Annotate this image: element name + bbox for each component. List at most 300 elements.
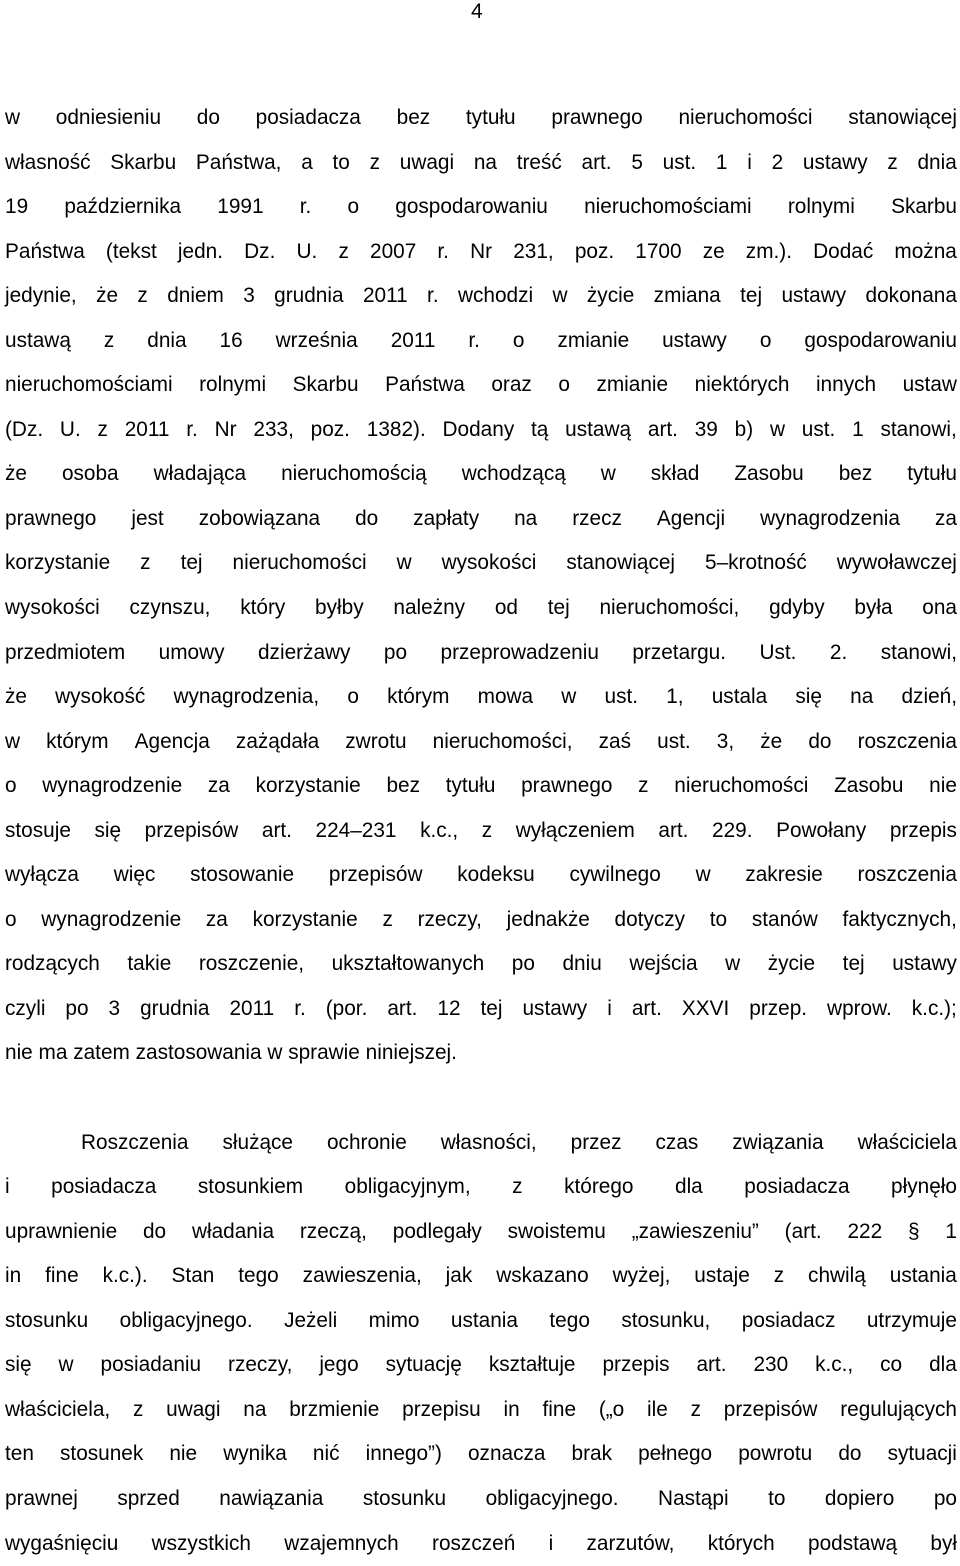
word: w — [5, 720, 20, 765]
word: r. — [427, 274, 439, 319]
word: Zasobu — [734, 452, 803, 497]
word: jednakże — [507, 898, 590, 943]
word: w — [553, 274, 568, 319]
word: wynagrodzenia — [760, 497, 900, 542]
word: b) — [735, 408, 754, 453]
word: 2 — [772, 141, 784, 186]
word: wynika — [223, 1432, 287, 1477]
text-line — [5, 452, 957, 497]
word: na — [850, 675, 873, 720]
word: 5 — [631, 141, 643, 186]
word: czynszu, — [130, 586, 211, 631]
word: takie — [127, 942, 171, 987]
text-line — [5, 1254, 957, 1299]
word: jest — [131, 497, 163, 542]
word: brzmienie — [289, 1388, 379, 1433]
word: na — [474, 141, 497, 186]
word: gdyby — [769, 586, 825, 631]
text-line — [5, 1165, 957, 1210]
paragraph — [5, 1121, 957, 1566]
word: wchodzi — [458, 274, 533, 319]
word: brak — [572, 1432, 612, 1477]
word: był — [930, 1522, 957, 1566]
word: co — [880, 1343, 902, 1388]
word: zobowiązana — [199, 497, 320, 542]
word: XXVI — [682, 987, 729, 1032]
word: rolnymi — [788, 185, 855, 230]
word: wynagrodzenie — [42, 764, 182, 809]
word: wprow. — [827, 987, 892, 1032]
word: korzystanie — [253, 898, 358, 943]
word: ustawy — [892, 942, 957, 987]
paragraph — [5, 96, 957, 1076]
word: 229. — [712, 809, 752, 854]
word: Ust. — [759, 631, 796, 676]
word: r. — [300, 185, 312, 230]
word: o — [760, 319, 772, 364]
word: wskazano — [496, 1254, 588, 1299]
text-line — [5, 1522, 957, 1566]
word: in — [504, 1388, 520, 1433]
word: przep. — [749, 987, 807, 1032]
word: tej — [481, 987, 503, 1032]
word: Państwa, — [196, 141, 282, 186]
word: (Dz. — [5, 408, 43, 453]
word: Dodany — [443, 408, 515, 453]
text-line — [5, 96, 957, 141]
word: w — [397, 541, 412, 586]
word: życie — [768, 942, 815, 987]
word: rzeczy, — [228, 1343, 292, 1388]
word: art. — [262, 809, 292, 854]
word: ustala — [712, 675, 768, 720]
word: prawnego — [551, 96, 642, 141]
word: ze — [703, 230, 725, 275]
word: przez — [571, 1121, 622, 1166]
word: stanowiącej — [566, 541, 675, 586]
word: 230 — [753, 1343, 788, 1388]
word: zarzutów, — [587, 1522, 675, 1566]
word: wywoławczej — [837, 541, 957, 586]
word: zm.). — [746, 230, 792, 275]
word: Dodać — [813, 230, 873, 275]
word: art. — [648, 408, 678, 453]
word: 1382). — [367, 408, 426, 453]
word: więc — [114, 853, 156, 898]
word: dokonana — [866, 274, 957, 319]
word: powrotu — [738, 1432, 812, 1477]
word: bez — [839, 452, 873, 497]
word: umowy — [159, 631, 225, 676]
word: k.c., — [815, 1343, 853, 1388]
word: (tekst — [106, 230, 157, 275]
word: wszystkich — [152, 1522, 251, 1566]
text-line — [5, 1343, 957, 1388]
word: art. — [696, 1343, 726, 1388]
word: do — [808, 720, 831, 765]
word: przepisu — [402, 1388, 481, 1433]
word: do — [197, 96, 220, 141]
word: podlegały — [393, 1210, 482, 1255]
word: w — [696, 853, 711, 898]
word: obligacyjnym, — [345, 1165, 471, 1210]
word: z — [338, 230, 348, 275]
word: września — [276, 319, 358, 364]
word: korzystanie — [256, 764, 361, 809]
word: z — [638, 764, 648, 809]
word: 1, — [666, 675, 683, 720]
word: r. — [437, 230, 449, 275]
word: roszczenia — [858, 853, 957, 898]
word: tytułu — [907, 452, 957, 497]
word: dla — [929, 1343, 957, 1388]
word: 224–231 — [316, 809, 397, 854]
word: wysokość — [55, 675, 145, 720]
word: roszczenia — [858, 720, 957, 765]
word: ustania — [890, 1254, 957, 1299]
word: czyli — [5, 987, 45, 1032]
word: Roszczenia — [5, 1121, 189, 1166]
word: którym — [46, 720, 108, 765]
word: 39 — [695, 408, 718, 453]
word: ochronie — [327, 1121, 407, 1166]
word: Nr — [470, 230, 492, 275]
word: roszczeń — [432, 1522, 515, 1566]
word: stosuje — [5, 809, 71, 854]
word: sytuację — [386, 1343, 462, 1388]
word: Agencji — [657, 497, 725, 542]
word: Skarbu — [110, 141, 176, 186]
word: Jeżeli — [284, 1299, 337, 1344]
word: ustawy — [522, 987, 587, 1032]
word: wyżej, — [613, 1254, 671, 1299]
word: z — [98, 408, 108, 453]
word: nieruchomości — [678, 96, 812, 141]
word: że — [5, 675, 27, 720]
word: ustania — [451, 1299, 518, 1344]
word: tej — [843, 942, 865, 987]
word: Państwa — [5, 230, 85, 275]
word: po — [934, 1477, 957, 1522]
word: regulujących — [840, 1388, 957, 1433]
word: o — [513, 319, 525, 364]
text-line — [5, 497, 957, 542]
word: k.c., — [420, 809, 458, 854]
word: stosunek — [60, 1432, 143, 1477]
word: rolnymi — [199, 363, 266, 408]
word: tytułu — [446, 764, 496, 809]
word: niektórych — [695, 363, 790, 408]
text-line — [5, 942, 957, 987]
text-line — [5, 363, 957, 408]
word: wzajemnych — [284, 1522, 398, 1566]
word: nić — [313, 1432, 340, 1477]
word: obligacyjnego. — [120, 1299, 253, 1344]
word: a — [301, 141, 313, 186]
word: 2011 — [391, 319, 436, 364]
word: ust. — [663, 141, 697, 186]
word: jedn. — [178, 230, 223, 275]
word: zapłaty — [413, 497, 479, 542]
word: osoba — [62, 452, 119, 497]
word: 222 — [847, 1210, 882, 1255]
text-line — [5, 809, 957, 854]
word: nieruchomości, — [433, 720, 573, 765]
word: w — [770, 408, 785, 453]
word: U. — [297, 230, 318, 275]
word: ten — [5, 1432, 34, 1477]
word: z — [140, 541, 150, 586]
text-line — [5, 141, 957, 186]
word: nieruchomościami — [5, 363, 173, 408]
word: Stan — [172, 1254, 215, 1299]
word: na — [243, 1388, 266, 1433]
word: 2011 — [125, 408, 170, 453]
word: oznacza — [468, 1432, 545, 1477]
word: Zasobu — [834, 764, 903, 809]
word: stosunku — [363, 1477, 446, 1522]
word: po — [512, 942, 535, 987]
word: sprzed — [117, 1477, 179, 1522]
text-line — [5, 720, 957, 765]
word: nieruchomością — [281, 452, 427, 497]
word: ustaw — [903, 363, 957, 408]
word: stanowiącej — [848, 96, 957, 141]
word: z — [482, 809, 492, 854]
word: z — [133, 1388, 143, 1433]
word: czas — [656, 1121, 699, 1166]
word: stosunku — [5, 1299, 88, 1344]
text-line — [5, 408, 957, 453]
word: o — [5, 898, 17, 943]
word: kodeksu — [457, 853, 534, 898]
word: po — [384, 631, 407, 676]
text-line — [5, 987, 957, 1032]
word: nie — [169, 1432, 197, 1477]
word: w — [725, 942, 740, 987]
word: mimo — [369, 1299, 420, 1344]
word: grudnia — [140, 987, 209, 1032]
word: art. — [658, 809, 688, 854]
word: należny — [393, 586, 465, 631]
word: obligacyjnego. — [486, 1477, 619, 1522]
word: nie — [929, 764, 957, 809]
word: r. — [186, 408, 198, 453]
text-line — [5, 319, 957, 364]
word: wyłączeniem — [516, 809, 635, 854]
word: dzierżawy — [258, 631, 350, 676]
word: ust. — [802, 408, 836, 453]
word: ustawy — [781, 274, 846, 319]
word: swoistemu — [508, 1210, 606, 1255]
word: przepisów — [145, 809, 239, 854]
word: „zawieszeniu” — [632, 1210, 759, 1255]
word: stosowanie — [190, 853, 294, 898]
word: i — [607, 987, 612, 1032]
word: się — [94, 809, 121, 854]
text-line — [5, 853, 957, 898]
word: wejścia — [629, 942, 697, 987]
word: z — [137, 274, 147, 319]
word: r. — [468, 319, 480, 364]
word: do — [838, 1432, 861, 1477]
word: których — [708, 1522, 775, 1566]
word: Agencja — [135, 720, 210, 765]
word: tego — [238, 1254, 278, 1299]
word: 2007 — [370, 230, 416, 275]
word: którym — [387, 675, 449, 720]
word: chwilą — [808, 1254, 866, 1299]
page-number: 4 — [471, 0, 483, 24]
word: władająca — [154, 452, 247, 497]
word: zaś — [599, 720, 631, 765]
word: ustawy — [662, 319, 727, 364]
word: 19 — [5, 185, 28, 230]
word: mowa — [478, 675, 533, 720]
word: nieruchomości — [233, 541, 367, 586]
word: o — [5, 764, 17, 809]
word: U. — [60, 408, 81, 453]
word: października — [64, 185, 181, 230]
word: że — [5, 452, 27, 497]
word: (por. — [326, 987, 368, 1032]
word: Skarbu — [293, 363, 359, 408]
word: o — [347, 675, 359, 720]
word: faktycznych, — [842, 898, 956, 943]
word: innych — [816, 363, 876, 408]
word: skład — [651, 452, 700, 497]
word: że — [760, 720, 782, 765]
word: tej — [740, 274, 762, 319]
word: własność — [5, 141, 91, 186]
word: ustawy — [803, 141, 868, 186]
word: fine — [45, 1254, 79, 1299]
word: przedmiotem — [5, 631, 125, 676]
word: od — [495, 586, 518, 631]
word: 3 — [109, 987, 121, 1032]
word: właściciela — [858, 1121, 957, 1166]
word: 1 — [716, 141, 728, 186]
word: z — [691, 1388, 701, 1433]
word: można — [894, 230, 956, 275]
word: z — [382, 898, 392, 943]
word: posiadacza — [744, 1165, 849, 1210]
word: oraz — [491, 363, 531, 408]
word: k.c.). — [103, 1254, 148, 1299]
word: art. — [632, 987, 662, 1032]
word: 16 — [220, 319, 243, 364]
word: jak — [446, 1254, 473, 1299]
word: sytuacji — [888, 1432, 957, 1477]
word: była — [854, 586, 892, 631]
word: 3, — [717, 720, 734, 765]
word: ustawą — [5, 319, 71, 364]
word: się — [795, 675, 822, 720]
word: właściciela, — [5, 1388, 110, 1433]
word: z — [370, 141, 380, 186]
word: posiadaniu — [101, 1343, 202, 1388]
word: którego — [564, 1165, 633, 1210]
word: jedynie, — [5, 274, 77, 319]
word: za — [935, 497, 957, 542]
word: zmianie — [596, 363, 668, 408]
word: ust. — [605, 675, 639, 720]
word: byłby — [315, 586, 364, 631]
text-line — [5, 898, 957, 943]
word: 12 — [437, 987, 460, 1032]
word: zwrotu — [345, 720, 406, 765]
word: i — [5, 1165, 10, 1210]
word: 231, — [513, 230, 553, 275]
word: wysokości — [442, 541, 537, 586]
word: rodzących — [5, 942, 100, 987]
word: przepisów — [329, 853, 423, 898]
word: przeprowadzeniu — [441, 631, 599, 676]
word: do — [143, 1210, 166, 1255]
word: związania — [732, 1121, 823, 1166]
word: zażądała — [236, 720, 319, 765]
word: 3 — [243, 274, 255, 319]
word: to — [768, 1477, 785, 1522]
word: ustawą — [565, 408, 631, 453]
word: nawiązania — [219, 1477, 323, 1522]
word: prawnego — [521, 764, 612, 809]
word: za — [206, 898, 228, 943]
text-line — [5, 586, 957, 631]
document-body — [5, 96, 957, 1566]
word: bez — [386, 764, 420, 809]
word: z — [104, 319, 114, 364]
word: i — [747, 141, 752, 186]
word: Powołany — [776, 809, 866, 854]
word: przepis — [602, 1343, 669, 1388]
word: w — [5, 96, 20, 141]
word: innego”) — [366, 1432, 442, 1477]
word: uwagi — [166, 1388, 220, 1433]
word: dopiero — [825, 1477, 894, 1522]
text-line — [5, 185, 957, 230]
word: zakresie — [745, 853, 822, 898]
word: odniesieniu — [56, 96, 161, 141]
word: ona — [922, 586, 957, 631]
word: to — [333, 141, 350, 186]
word: 5–krotność — [705, 541, 807, 586]
text-line — [5, 1388, 957, 1433]
word: grudnia — [274, 274, 343, 319]
word: § — [908, 1210, 920, 1255]
text-line — [5, 230, 957, 275]
text-line — [5, 1477, 957, 1522]
word: to — [710, 898, 727, 943]
word: wygaśnięciu — [5, 1522, 118, 1566]
word: nieruchomości, — [599, 586, 739, 631]
word: dnia — [147, 319, 186, 364]
word: tej — [548, 586, 570, 631]
word: wynagrodzenie — [41, 898, 181, 943]
word: 2011 — [363, 274, 408, 319]
word: dotyczy — [615, 898, 686, 943]
word: w — [601, 452, 616, 497]
word: do — [355, 497, 378, 542]
word: Państwa — [385, 363, 465, 408]
word: nieruchomości — [674, 764, 808, 809]
word: rzeczą, — [300, 1210, 367, 1255]
word: tytułu — [466, 96, 516, 141]
word: 2. — [830, 631, 847, 676]
word: tego — [549, 1299, 589, 1344]
word: wchodzącą — [462, 452, 566, 497]
word: 1 — [852, 408, 864, 453]
